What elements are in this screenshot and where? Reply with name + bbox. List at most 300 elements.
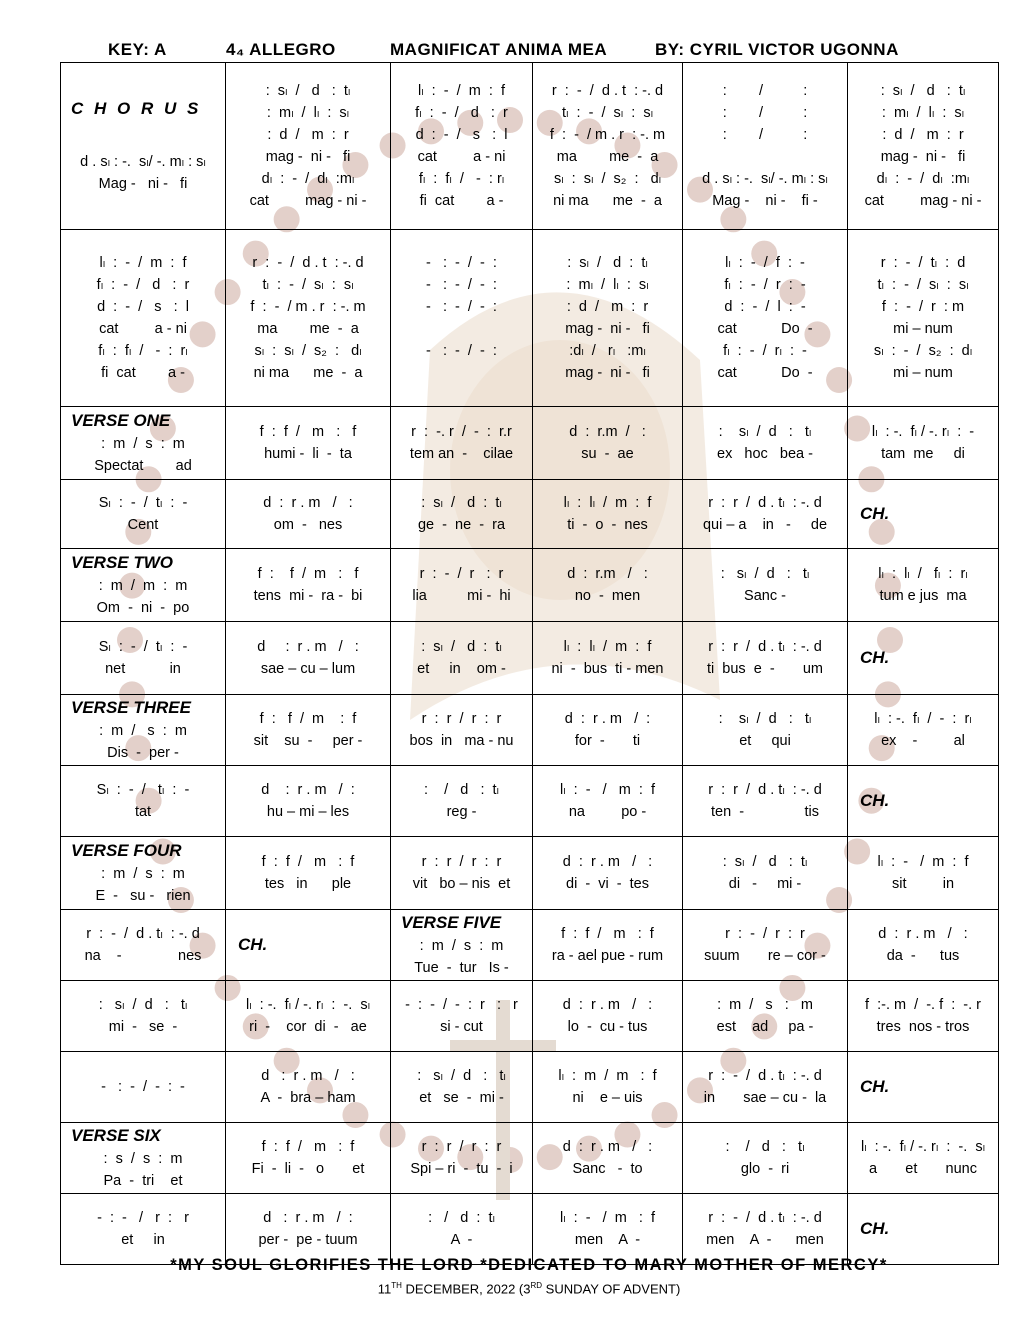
lyric-line: ti bus e - um xyxy=(706,661,824,677)
lyric-line: ni ma me - a xyxy=(253,365,363,381)
lyric-line: cat a - ni xyxy=(99,321,187,337)
table-cell xyxy=(683,549,848,622)
table-row xyxy=(61,695,999,766)
table-cell xyxy=(848,837,999,910)
table-cell xyxy=(391,230,533,407)
key-label: KEY: A xyxy=(108,40,167,59)
table-cell xyxy=(683,1123,848,1194)
solfa-line: lₗ : lₗ / m : f xyxy=(563,639,652,655)
table-cell xyxy=(533,407,683,480)
table-cell xyxy=(226,1052,391,1123)
solfa-line: r : r / d . tₗ : -. d xyxy=(708,782,822,798)
solfa-line: d : r . m / : xyxy=(263,495,353,511)
lyric-line: - : - / - : xyxy=(426,277,497,293)
solfa-line: : / d : tₗ xyxy=(725,1139,805,1155)
table-cell xyxy=(391,1052,533,1123)
table-cell xyxy=(226,695,391,766)
solfa-line: Spectat ad xyxy=(94,458,192,474)
section-label: VERSE TWO xyxy=(71,553,174,572)
solfa-line: lₗ : lₗ / fₗ : rₗ xyxy=(878,566,968,582)
lyric-line: hu – mi – les xyxy=(266,804,350,820)
lyric-line: tₗ : - / sₗ : sₗ xyxy=(561,105,653,121)
solfa-line: lₗ : -. fₗ / -. rₗ : -. sₗ xyxy=(860,1139,985,1155)
solfa-line: f : f / m : f xyxy=(259,711,357,727)
lyric-line: tens mi - ra - bi xyxy=(253,588,363,604)
lyric-line: tat xyxy=(134,804,152,820)
solfa-line: lₗ : lₗ / m : f xyxy=(563,495,652,511)
table-cell xyxy=(848,63,999,230)
table-cell xyxy=(226,1123,391,1194)
table-cell xyxy=(533,910,683,981)
lyric-line: fₗ : - / r : - xyxy=(724,277,806,293)
solfa-line: - : - / r : r xyxy=(97,1210,189,1226)
table-cell xyxy=(848,1123,999,1194)
lyric-line: d . sₗ : -. sₗ/ -. mₗ : sₗ xyxy=(80,154,206,170)
lyric-line: ni - bus ti - men xyxy=(551,661,664,677)
chorus-return-marker: CH. xyxy=(860,648,890,667)
lyric-line: ten - tis xyxy=(711,804,819,820)
lyric-line: sit su - per - xyxy=(253,733,363,749)
lyric-line: fₗ : - / d : r xyxy=(96,277,190,293)
table-row xyxy=(61,407,999,480)
lyric-line: ge - ne - ra xyxy=(417,517,506,533)
solfa-line: - : - / - : xyxy=(426,343,497,359)
solfa-line: - : - / - : r : r xyxy=(405,997,518,1013)
lyric-line: : m / m : m xyxy=(98,578,188,594)
date-line xyxy=(60,1281,998,1296)
lyric-line: : m / s : m xyxy=(101,866,185,882)
lyric-line: di - mi - xyxy=(728,876,802,892)
lyric-line: di - vi - tes xyxy=(566,876,649,892)
solfa-line: r : -. r / - : r.r xyxy=(411,424,512,440)
lyric-line: glo - ri xyxy=(740,1161,790,1177)
table-cell xyxy=(683,407,848,480)
solfa-line: f : - / m . r : -. m xyxy=(250,299,366,315)
solfa-line: : sₗ / d : tₗ xyxy=(421,495,502,511)
lyric-line: cat mag - ni - xyxy=(864,193,982,209)
solfa-line: - : - / - : xyxy=(426,255,497,271)
lyric-line: a et nunc xyxy=(869,1161,977,1177)
lyric-line: men A - xyxy=(574,1232,641,1248)
solfa-line: r : r / r : r xyxy=(421,1139,502,1155)
solfa-line: Dis - per - xyxy=(107,745,179,761)
table-cell xyxy=(533,837,683,910)
table-cell xyxy=(61,981,226,1052)
table-cell xyxy=(848,695,999,766)
date-month-year: DECEMBER, 2022 (3 xyxy=(401,1281,531,1297)
solfa-line: - : - / - : xyxy=(426,299,497,315)
table-row xyxy=(61,1123,999,1194)
lyric-line: tₗ : - / sₗ : sₗ xyxy=(877,277,969,293)
lyric-line: ma me - a xyxy=(556,149,659,165)
table-cell xyxy=(533,766,683,837)
table-cell xyxy=(391,480,533,549)
table-cell xyxy=(683,981,848,1052)
table-cell xyxy=(391,549,533,622)
table-cell xyxy=(533,981,683,1052)
solfa-line: r : - / d . t : -. d xyxy=(252,255,364,271)
lyric-line: men A - men xyxy=(706,1232,824,1248)
solfa-line: sₗ : - / s₂ : dₗ xyxy=(873,343,973,359)
lyric-line: om - nes xyxy=(273,517,343,533)
solfa-line: d : r . m / : xyxy=(562,854,653,870)
table-row xyxy=(61,1194,999,1265)
table-cell xyxy=(61,549,226,622)
lyric-line: tam me di xyxy=(881,446,965,462)
time-signature: 4₄ ALLEGRO xyxy=(226,40,336,59)
lyric-line: Mag - ni - fi - xyxy=(712,193,818,209)
table-cell xyxy=(683,1194,848,1265)
solfa-line: : sₗ / d : tₗ xyxy=(421,639,502,655)
lyric-line: humi - li - ta xyxy=(264,446,352,462)
lyric-line: mi – num xyxy=(893,321,953,337)
solfa-line: Sₗ : - / tₗ : - xyxy=(96,782,190,798)
table-row xyxy=(61,766,999,837)
solfa-line: sₗ : sₗ / s₂ : dₗ xyxy=(254,343,362,359)
section-label: VERSE THREE xyxy=(71,698,191,717)
lyric-line: ni ma me - a xyxy=(553,193,662,209)
table-cell xyxy=(226,981,391,1052)
lyric-line: vit bo – nis et xyxy=(412,876,511,892)
lyric-line: mag - ni - fi xyxy=(565,365,650,381)
solfa-line: d : - / s : l xyxy=(97,299,189,315)
table-cell xyxy=(391,766,533,837)
solfa-line: d . sₗ : -. sₗ/ -. mₗ : sₗ xyxy=(702,171,828,187)
solfa-line: r : - / tₗ : d xyxy=(880,255,966,271)
lyric-line: fi cat a - xyxy=(101,365,185,381)
solfa-line: dₗ : - / dₗ :mₗ xyxy=(261,171,355,187)
lyric-line: ra - ael pue - rum xyxy=(551,948,664,964)
solfa-line: : m / s : m xyxy=(717,997,813,1013)
date-day: 11 xyxy=(377,1281,392,1297)
lyric-line: tum e jus ma xyxy=(879,588,967,604)
lyric-line: Cent xyxy=(127,517,159,533)
solfa-line: : sₗ / d : tₗ xyxy=(567,255,648,271)
table-cell xyxy=(848,1194,999,1265)
solfa-line: lₗ : - / f : - xyxy=(725,255,805,271)
table-cell xyxy=(533,695,683,766)
solfa-line: : sₗ / d : tₗ xyxy=(265,83,351,99)
chorus-return-marker: CH. xyxy=(860,1219,890,1238)
lyric-line: fi cat a - xyxy=(419,193,504,209)
lyric-line: ti - o - nes xyxy=(567,517,648,533)
lyric-line: cat Do - xyxy=(717,365,813,381)
solfa-line: sₗ : sₗ / s₂ : dₗ xyxy=(553,171,662,187)
solfa-line: Sₗ : - / tₗ : - xyxy=(98,639,188,655)
lyric-line: su - ae xyxy=(581,446,634,462)
lyric-line: est ad pa - xyxy=(716,1019,814,1035)
solfa-line: r : - / r : r xyxy=(725,926,805,942)
lyric-line: lo - cu - tus xyxy=(567,1019,648,1035)
solfa-line: lₗ : -. fₗ / -. rₗ : -. sₗ xyxy=(245,997,370,1013)
solfa-line: d : r . m / : xyxy=(261,1068,355,1084)
table-cell xyxy=(533,230,683,407)
solfa-line: Tue - tur Is - xyxy=(414,960,509,976)
lyric-line: et se - mi - xyxy=(419,1090,504,1106)
table-row xyxy=(61,230,999,407)
solfa-line: Pa - tri et xyxy=(103,1173,183,1189)
solfa-line: lₗ : - / m : f xyxy=(877,854,969,870)
song-header xyxy=(60,40,1000,64)
table-cell xyxy=(391,63,533,230)
solfa-line: d : - / l : - xyxy=(724,299,806,315)
table-row xyxy=(61,549,999,622)
solfa-line: r : - / d . t : -. d xyxy=(551,83,664,99)
table-cell xyxy=(848,622,999,695)
date-day-suffix: TH xyxy=(391,1281,402,1290)
lyric-line: Fi - li - o et xyxy=(251,1161,365,1177)
table-cell xyxy=(391,837,533,910)
table-cell xyxy=(61,910,226,981)
table-cell xyxy=(226,480,391,549)
lyric-line: reg - xyxy=(446,804,477,820)
lyric-line: : m / s : m xyxy=(99,723,187,739)
solfa-line: Om - ni - po xyxy=(96,600,190,616)
solfa-line: Sₗ : - / tₗ : - xyxy=(98,495,188,511)
solfa-line: d : r . m / : xyxy=(257,639,359,655)
table-cell xyxy=(226,549,391,622)
table-cell xyxy=(226,1194,391,1265)
solfa-line: d : r . m / : xyxy=(562,1139,653,1155)
lyric-line: A - xyxy=(450,1232,473,1248)
table-cell xyxy=(226,63,391,230)
solfa-line: lₗ : - / m : f xyxy=(418,83,505,99)
song-title: MAGNIFICAT ANIMA MEA xyxy=(390,40,608,59)
solfa-line: fₗ : - / rₗ : - xyxy=(723,343,807,359)
table-cell xyxy=(848,766,999,837)
table-row xyxy=(61,480,999,549)
solfa-line: :dₗ / rₗ :mₗ xyxy=(569,343,646,359)
table-cell xyxy=(533,1052,683,1123)
solfa-line: dₗ : - / dₗ :mₗ xyxy=(876,171,970,187)
solfa-line: lₗ : - / m : f xyxy=(99,255,187,271)
table-row xyxy=(61,63,999,230)
table-cell xyxy=(61,407,226,480)
solfa-line: lₗ : -. fₗ / -. rₗ : - xyxy=(871,424,975,440)
solfa-line: d : r . m / : xyxy=(263,1210,353,1226)
solfa-line: Mag - ni - fi xyxy=(98,176,188,192)
lyric-line: : mₗ / lₗ : sₗ xyxy=(881,105,965,121)
solfa-line: r : r / d . tₗ : -. d xyxy=(708,639,822,655)
solfa-line: f : - / m . r : -. m xyxy=(549,127,666,143)
table-cell xyxy=(533,1194,683,1265)
lyric-line: et qui xyxy=(739,733,791,749)
table-cell xyxy=(391,622,533,695)
lyric-line: no - men xyxy=(574,588,641,604)
section-label: VERSE FIVE xyxy=(401,913,502,932)
lyric-line: : m / s : m xyxy=(419,938,504,954)
solfa-line: f : f / m : f xyxy=(259,424,357,440)
table-cell xyxy=(683,695,848,766)
solfa-line: r : - / r : r xyxy=(419,566,504,582)
solfa-line: f : f / m : f xyxy=(561,926,654,942)
lyric-line: et in om - xyxy=(417,661,506,677)
lyric-line: in sae – cu - la xyxy=(703,1090,827,1106)
table-cell xyxy=(226,622,391,695)
dedication-line: *MY SOUL GLORIFIES THE LORD *DEDICATED TO MARY MOTHER OF MERCY* xyxy=(170,1256,888,1274)
table-cell xyxy=(226,837,391,910)
table-cell xyxy=(533,480,683,549)
table-row xyxy=(61,837,999,910)
table-cell xyxy=(226,910,391,981)
table-cell xyxy=(683,622,848,695)
lyric-line: mag - ni - fi xyxy=(565,321,650,337)
table-cell xyxy=(61,1123,226,1194)
lyric-line: net in xyxy=(105,661,181,677)
table-cell xyxy=(848,230,999,407)
solfa-line: r : r / d . tₗ : -. d xyxy=(708,495,822,511)
table-cell xyxy=(848,407,999,480)
table-cell xyxy=(61,230,226,407)
solfa-line: r : r / r : r xyxy=(421,711,502,727)
table-cell xyxy=(848,981,999,1052)
table-cell xyxy=(391,1123,533,1194)
solfa-line: - : - / - : - xyxy=(101,1079,185,1095)
lyric-line: tes in ple xyxy=(264,876,352,892)
lyric-line: A - bra – ham xyxy=(260,1090,356,1106)
solfa-line: : sₗ / d : tₗ xyxy=(720,566,810,582)
section-label: C H O R U S xyxy=(71,99,202,118)
lyric-line: Sanc - to xyxy=(572,1161,643,1177)
lyric-line: tres nos - tros xyxy=(876,1019,970,1035)
table-cell xyxy=(391,981,533,1052)
solfa-line: f :-. m / -. f : -. r xyxy=(865,997,981,1013)
table-cell xyxy=(533,622,683,695)
lyric-line: mag - ni - fi xyxy=(265,149,351,165)
solfa-line: lₗ : - / m : f xyxy=(559,782,656,798)
lyric-line: ex hoc bea - xyxy=(717,446,813,462)
table-cell xyxy=(61,837,226,910)
section-label: VERSE SIX xyxy=(71,1126,161,1145)
lyric-line: tem an - cilae xyxy=(409,446,514,462)
solfa-line: d : - / s : l xyxy=(415,127,508,143)
lyric-line: mi - se - xyxy=(108,1019,178,1035)
table-cell xyxy=(61,480,226,549)
lyric-line: bos in ma - nu xyxy=(409,733,514,749)
solfa-line: f : f / m : f xyxy=(261,854,355,870)
solfa-line: d : r.m / : xyxy=(569,424,646,440)
section-label: VERSE FOUR xyxy=(71,841,182,860)
lyric-line: : / : xyxy=(722,105,808,121)
solfa-line: d : r . m / : xyxy=(878,926,968,942)
solfa-line: d : r . m / : xyxy=(261,782,355,798)
chorus-return-marker: CH. xyxy=(860,504,890,523)
lyric-line: : m / s : m xyxy=(101,436,185,452)
table-cell xyxy=(848,480,999,549)
table-cell xyxy=(683,230,848,407)
table-cell xyxy=(848,549,999,622)
lyric-line: tₗ : - / sₗ : sₗ xyxy=(262,277,354,293)
table-cell xyxy=(848,910,999,981)
solfa-line: : d / m : r xyxy=(882,127,964,143)
lyric-line: si - cut xyxy=(440,1019,483,1035)
lyric-line xyxy=(683,146,847,168)
table-cell xyxy=(61,1194,226,1265)
table-cell xyxy=(61,695,226,766)
lyric-line xyxy=(391,318,532,340)
lyric-line: lia mi - hi xyxy=(412,588,511,604)
table-cell xyxy=(61,63,226,230)
table-cell xyxy=(683,63,848,230)
lyric-line: ri - cor di - ae xyxy=(249,1019,367,1035)
lyric-line: ex - al xyxy=(881,733,965,749)
table-row xyxy=(61,1052,999,1123)
table-row xyxy=(61,981,999,1052)
table-cell xyxy=(533,1123,683,1194)
solfa-line: : / : xyxy=(722,127,808,143)
solfa-line: fₗ : fₗ / - : rₗ xyxy=(98,343,188,359)
lyric-line: ni e – uis xyxy=(572,1090,643,1106)
table-cell xyxy=(533,549,683,622)
lyric-line: ma me - a xyxy=(257,321,359,337)
table-cell xyxy=(61,766,226,837)
chorus-return-marker: CH. xyxy=(238,935,268,954)
composer-credit: BY: CYRIL VICTOR UGONNA xyxy=(655,40,899,59)
lyric-line: da - tus xyxy=(886,948,960,964)
lyric-line: : mₗ / lₗ : sₗ xyxy=(566,277,649,293)
table-cell xyxy=(226,230,391,407)
table-cell xyxy=(848,1052,999,1123)
lyric-line: mag - ni - fi xyxy=(880,149,966,165)
solfa-line: f : f / m : f xyxy=(257,566,359,582)
solfa-line: f : - / r : m xyxy=(881,299,965,315)
solfa-line: : / d : tₗ xyxy=(428,1210,495,1226)
table-row xyxy=(61,910,999,981)
lyric-line: : s / s : m xyxy=(103,1151,183,1167)
solfa-line: : sₗ / d : tₗ xyxy=(880,83,966,99)
solfa-line: lₗ : - / m : f xyxy=(559,1210,656,1226)
table-cell xyxy=(683,910,848,981)
table-row xyxy=(61,622,999,695)
table-cell xyxy=(533,63,683,230)
date-ordinal-suffix: RD xyxy=(530,1281,543,1290)
lyric-line: suum re – cor - xyxy=(704,948,826,964)
lyric-line xyxy=(391,362,532,384)
solfa-line: : sₗ / d : tₗ xyxy=(417,1068,506,1084)
lyric-line: Sanc - xyxy=(744,588,786,604)
solfa-line: : d / m : r xyxy=(267,127,349,143)
solfa-line: : / : xyxy=(722,83,808,99)
solfa-line: lₗ : -. fₗ / - : rₗ xyxy=(874,711,972,727)
table-cell xyxy=(683,837,848,910)
lyric-line: fₗ : - / d : r xyxy=(415,105,508,121)
lyric-line: for - ti xyxy=(574,733,641,749)
table-cell xyxy=(391,910,533,981)
table-cell xyxy=(683,766,848,837)
solfa-line: lₗ : m / m : f xyxy=(558,1068,657,1084)
lyric-line: na - nes xyxy=(84,948,202,964)
table-cell xyxy=(226,407,391,480)
solfa-line: : sₗ / d : tₗ xyxy=(98,997,188,1013)
solfa-line: : sₗ / d : tₗ xyxy=(722,854,808,870)
solfa-line: : sₗ / d : tₗ xyxy=(718,711,812,727)
solfa-line: r : - / d . tₗ : -. d xyxy=(708,1210,822,1226)
solfa-line: r : r / r : r xyxy=(421,854,502,870)
solfa-line: r : - / d . tₗ : -. d xyxy=(708,1068,822,1084)
solfa-line: d : r.m / : xyxy=(567,566,648,582)
table-cell xyxy=(61,622,226,695)
solfa-line: r : - / d . tₗ : -. d xyxy=(86,926,200,942)
lyric-line: sit in xyxy=(891,876,955,892)
solfa-line: fₗ : fₗ / - : rₗ xyxy=(418,171,505,187)
solfa-table xyxy=(60,62,999,1265)
lyric-line: per - pe - tuum xyxy=(258,1232,358,1248)
lyric-line: Spi – ri - tu - i xyxy=(410,1161,513,1177)
lyric-line: cat mag - ni - xyxy=(249,193,367,209)
chorus-return-marker: CH. xyxy=(860,1077,890,1096)
table-cell xyxy=(683,480,848,549)
lyric-line: qui – a in - de xyxy=(702,517,828,533)
